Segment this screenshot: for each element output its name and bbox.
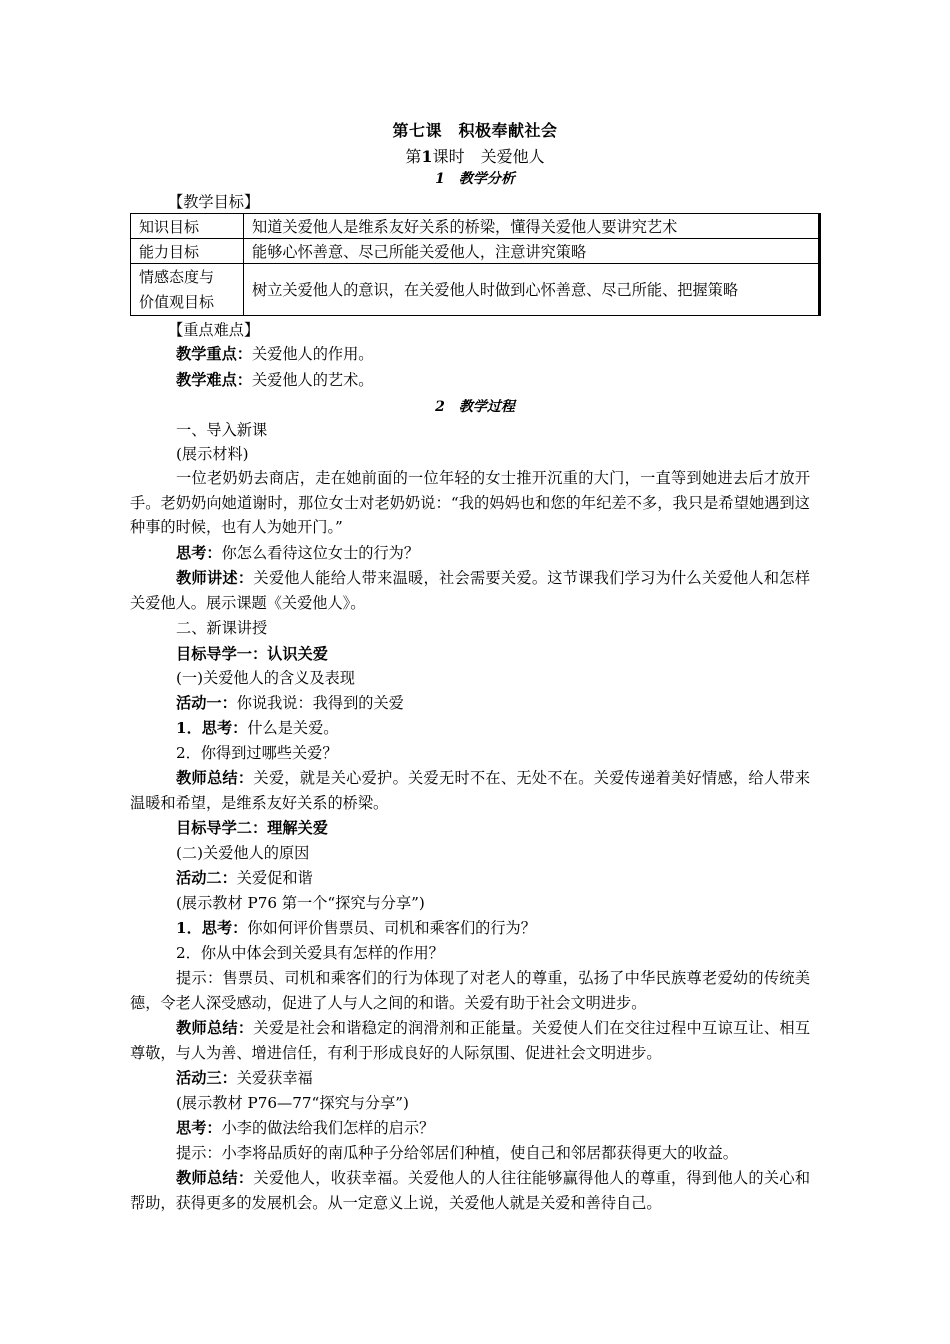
text-line: (展示教材 P76—77“探究与分享”): [176, 1094, 409, 1112]
text-line: 1．思考：什么是关爱。: [176, 719, 339, 737]
text-line: 提示：小李将品质好的南瓜种子分给邻居们种植，使自己和邻居都获得更大的收益。: [176, 1144, 738, 1162]
text-line: 活动二：关爱促和谐: [176, 869, 313, 887]
goal-label: [131, 264, 244, 316]
text-line: (展示材料): [176, 445, 249, 463]
text-line: 思考：你怎么看待这位女士的行为？: [176, 544, 419, 562]
goals-heading: 【教学目标】: [168, 193, 260, 211]
table-row: [131, 239, 820, 264]
goal-label-line1: 情感态度与: [139, 267, 215, 286]
goal-text: 树立关爱他人的意识，在关爱他人时做到心怀善意、尽己所能、把握策略: [244, 264, 820, 316]
difficulty-point: 教学难点：关爱他人的艺术。: [176, 371, 374, 389]
paragraph: 提示：售票员、司机和乘客们的行为体现了对老人的尊重，弘扬了中华民族尊老爱幼的传统美德，令老人深受感动，促进了人与人之间的和谐。关爱有助于社会文明进步。: [130, 969, 810, 1012]
text-line: 一、导入新课: [176, 421, 268, 439]
subtitle-prefix: 第: [405, 147, 422, 166]
goals-table: [130, 213, 821, 316]
paragraph: 教师总结：关爱是社会和谐稳定的润滑剂和正能量。关爱使人们在交往过程中互谅互让、相互尊敬，与人为善、增进信任，有利于形成良好的人际氛围、促进社会文明进步。: [130, 1019, 811, 1062]
goal-label: 知识目标: [131, 214, 244, 239]
table-row: [131, 264, 820, 316]
text-line: 目标导学二：理解关爱: [176, 819, 328, 837]
text-line: (展示教材 P76 第一个“探究与分享”): [176, 894, 425, 912]
text-line: 二、新课讲授: [176, 619, 268, 637]
text-line: 活动一：你说我说：我得到的关爱: [176, 694, 404, 712]
text-line: 2．你从中体会到关爱具有怎样的作用？: [176, 944, 444, 962]
paragraph: 一位老奶奶去商店，走在她前面的一位年轻的女士推开沉重的大门，一直等到她进去后才放开手。老奶奶向她道谢时，那位女士对老奶奶说：“我的妈妈也和您的年纪差不多，我只是希望她遇到这种事的时候，也有人为她开门。”: [130, 469, 810, 537]
section-heading-analysis: 1 教学分析: [435, 171, 515, 187]
section-heading-process: 2 教学过程: [435, 399, 515, 415]
goal-label: 能力目标: [131, 239, 244, 264]
text-line: 2．你得到过哪些关爱？: [176, 744, 338, 762]
key-point: 教学重点：关爱他人的作用。: [176, 345, 374, 363]
lesson-subtitle: [0, 144, 950, 167]
subtitle-rest: 课时 关爱他人: [432, 147, 545, 166]
text-line: 1．思考：你如何评价售票员、司机和乘客们的行为？: [176, 919, 536, 937]
paragraph: 教师总结：关爱，就是关心爱护。关爱无时不在、无处不在。关爱传递着美好情感，给人带来温暖和希望，是维系友好关系的桥梁。: [130, 769, 811, 812]
text-line: 目标导学一：认识关爱: [176, 645, 328, 663]
goal-text: 能够心怀善意、尽己所能关爱他人，注意讲究策略: [244, 239, 820, 264]
paragraph: 教师讲述：关爱他人能给人带来温暖，社会需要关爱。这节课我们学习为什么关爱他人和怎样关爱他人。展示课题《关爱他人》。: [130, 569, 811, 612]
text-line: 活动三：关爱获幸福: [176, 1069, 313, 1087]
subtitle-number: 1: [421, 147, 433, 166]
text-line: (一)关爱他人的含义及表现: [176, 669, 355, 687]
keypoints-heading: 【重点难点】: [168, 321, 260, 339]
text-line: (二)关爱他人的原因: [176, 844, 310, 862]
goal-label-line2: 价值观目标: [139, 292, 215, 311]
paragraph: 教师总结：关爱他人，收获幸福。关爱他人的人往往能够赢得他人的尊重，得到他人的关心和帮助，获得更多的发展机会。从一定意义上说，关爱他人就是关爱和善待自己。: [130, 1169, 811, 1212]
text-line: 思考：小李的做法给我们怎样的启示？: [176, 1119, 435, 1137]
goal-text: 知道关爱他人是维系友好关系的桥梁，懂得关爱他人要讲究艺术: [244, 214, 820, 239]
lesson-title: 第七课 积极奉献社会: [392, 121, 558, 140]
table-row: [131, 214, 820, 239]
